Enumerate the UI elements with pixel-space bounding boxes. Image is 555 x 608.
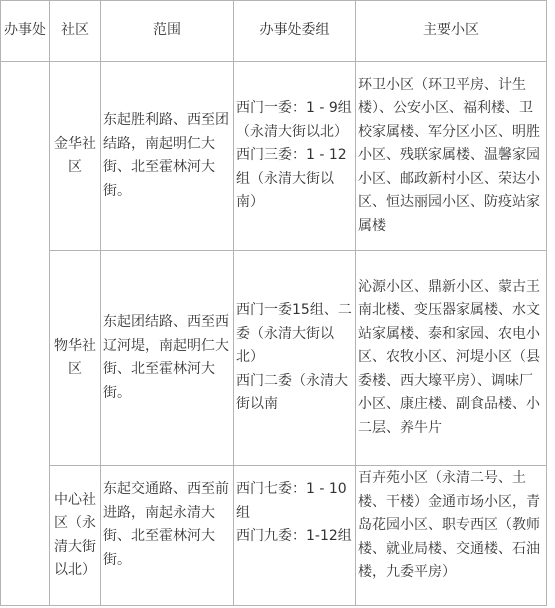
community-cell: 物华社区 bbox=[50, 251, 101, 466]
office-cell bbox=[1, 62, 50, 606]
header-community: 社区 bbox=[50, 1, 101, 62]
community-cell: 中心社区（永清大街以北） bbox=[50, 466, 101, 606]
committee-line: 西门一委15组、二委（永清大街以北） bbox=[236, 302, 352, 366]
header-main-areas: 主要小区 bbox=[356, 1, 547, 62]
committee-line: 西门一委：1 - 9组（永清大街以北） bbox=[236, 100, 352, 140]
committee-cell bbox=[234, 62, 356, 251]
header-office: 办事处 bbox=[1, 1, 50, 62]
committee-line: 西门九委：1-12组 bbox=[236, 528, 352, 544]
committee-line: 西门七委：1 - 10组 bbox=[236, 481, 347, 521]
committee-cell bbox=[234, 251, 356, 466]
committee-line: 西门三委：1 - 12组（永清大街以南） bbox=[236, 147, 347, 211]
community-cell: 金华社区 bbox=[50, 62, 101, 251]
table-row bbox=[1, 62, 547, 251]
table-row bbox=[1, 466, 547, 606]
range-cell: 东起胜利路、西至团结路，南起明仁大街、北至霍林河大街。 bbox=[101, 62, 234, 251]
main-areas-cell: 沁源小区、鼎新小区、蒙古王南北楼、变压器家属楼、水文站家属楼、泰和家园、农电小区、农牧小区、河堤小区（县委楼、西大壕平房）、调味厂小区、康庄楼、副食品楼、小二层、养牛片 bbox=[356, 251, 547, 466]
table-row bbox=[1, 251, 547, 466]
committee-line: 西门二委（永清大街以南 bbox=[236, 372, 348, 413]
committee-cell bbox=[234, 466, 356, 606]
header-range: 范围 bbox=[101, 1, 234, 62]
main-areas-cell: 环卫小区（环卫平房、计生楼）、公安小区、福利楼、卫校家属楼、军分区小区、明胜小区、残联家属楼、温馨家园小区、邮政新村小区、荣达小区、恒达丽园小区、防疫站家属楼 bbox=[356, 62, 547, 251]
main-areas-cell: 百卉苑小区（永清二号、土楼、干楼）金通市场小区，青岛花园小区、职专西区（教师楼、就业局楼、交通楼、石油楼，九委平房） bbox=[356, 466, 547, 606]
range-cell: 东起交通路、西至前进路，南起永清大街、北至霍林河大街。 bbox=[101, 466, 234, 606]
header-committee: 办事处委组 bbox=[234, 1, 356, 62]
table-header-row bbox=[1, 1, 547, 62]
range-cell: 东起团结路、西至西辽河堤，南起明仁大街、北至霍林河大街。 bbox=[101, 251, 234, 466]
